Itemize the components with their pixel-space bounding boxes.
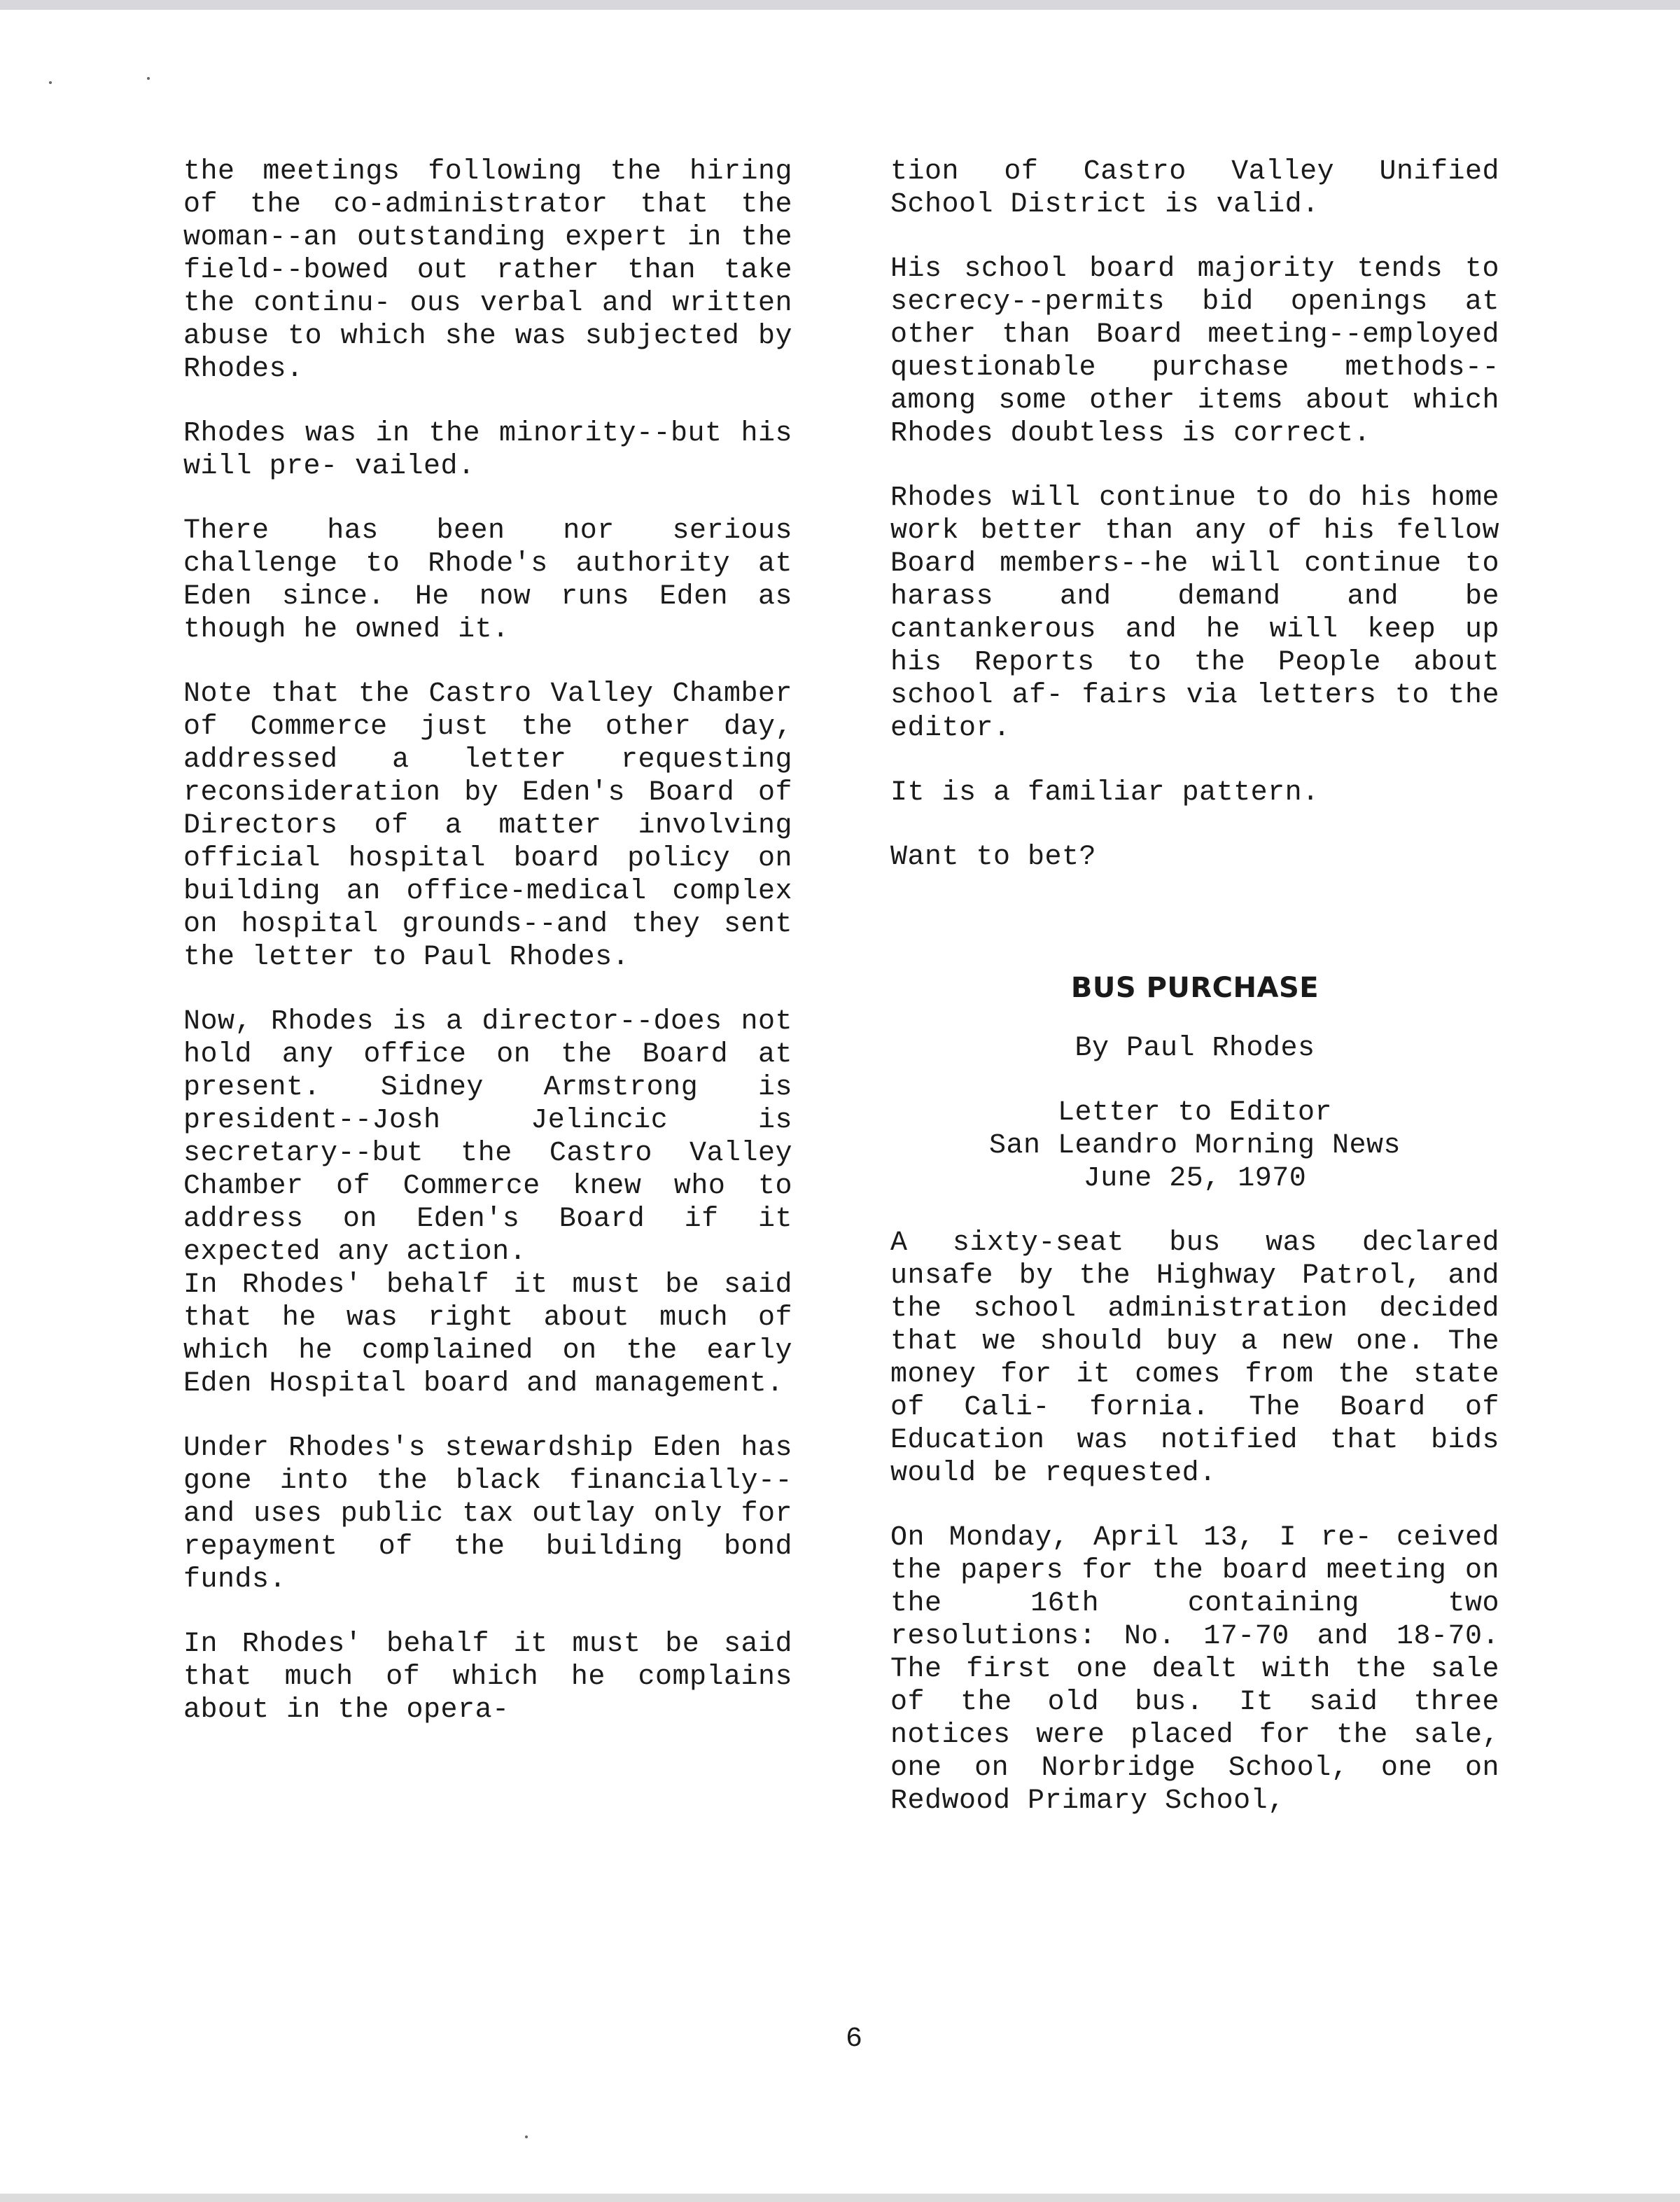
scan-edge-bottom bbox=[0, 2194, 1680, 2202]
right-paragraph: Rhodes will continue to do his home work better than any of his fellow Board members--he will continue to harass and demand and be cantankerous and he will keep up his Reports to the People about school af- fairs via letters to the editor. bbox=[890, 482, 1499, 744]
page-number: 6 bbox=[845, 2023, 862, 2055]
article-source-line2: San Leandro Morning News bbox=[988, 1130, 1401, 1162]
left-column bbox=[183, 155, 792, 1758]
article-source-line1: Letter to Editor bbox=[1057, 1097, 1333, 1129]
right-paragraph: Want to bet? bbox=[890, 842, 1097, 873]
right-paragraph: It is a familiar pattern. bbox=[890, 777, 1320, 809]
left-paragraph: There has been nor serious challenge to Rhode's authority at Eden since. He now runs Eden as though he owned it. bbox=[183, 515, 792, 646]
scan-speck bbox=[147, 77, 150, 80]
article-date: June 25, 1970 bbox=[1083, 1163, 1307, 1194]
left-paragraph: Now, Rhodes is a director--does not hold any office on the Board at present. Sidney Armstrong is president--Josh Jelincic is secretary--but the Castro Valley Chamber of Commerce knew who to address on Eden's Board if it expected any action. bbox=[183, 1006, 792, 1268]
article-paragraph: A sixty-seat bus was declared unsafe by the Highway Patrol, and the school administration decided that we should buy a new one. The money for it comes from the state of Cali- fornia. The Board of Education was notified that bids would be requested. bbox=[890, 1227, 1499, 1489]
article-title: BUS PURCHASE bbox=[1070, 972, 1320, 1004]
article-source bbox=[890, 1096, 1499, 1195]
left-paragraph: In Rhodes' behalf it must be said that he was right about much of which he complained on the early Eden Hospital board and management. bbox=[183, 1269, 792, 1400]
article-paragraph: On Monday, April 13, I re- ceived the papers for the board meeting on the 16th containing two resolutions: No. 17-70 and 18-70. The first one dealt with the sale of the old bus. It said three notices were placed for the sale, one on Norbridge School, one on Redwood Primary School, bbox=[890, 1522, 1499, 1817]
left-paragraph: Note that the Castro Valley Chamber of Commerce just the other day, addressed a letter requesting reconsideration by Eden's Board of Directors of a matter involving official hospital board policy on building an office-medical complex on hospital grounds--and they sent the letter to Paul Rhodes. bbox=[183, 678, 792, 973]
left-paragraph: In Rhodes' behalf it must be said that much of which he complains about in the opera- bbox=[183, 1629, 792, 1726]
left-paragraph: the meetings following the hiring of the co-administrator that the woman--an outstanding expert in the field--bowed out rather than take the continu- ous verbal and written abuse to which she was subjected by Rhodes. bbox=[183, 156, 792, 385]
right-paragraph: tion of Castro Valley Unified School District is valid. bbox=[890, 156, 1499, 221]
left-paragraph: Under Rhodes's stewardship Eden has gone into the black financially--and uses public tax outlay only for repayment of the building bond funds. bbox=[183, 1433, 792, 1596]
scan-edge-top bbox=[0, 0, 1680, 10]
right-column bbox=[890, 155, 1499, 1849]
right-paragraph: His school board majority tends to secrecy--permits bid openings at other than Board meeting--employed questionable purchase methods--among some other items about which Rhodes doubtless is correct. bbox=[890, 253, 1499, 450]
left-paragraph: Rhodes was in the minority--but his will pre- vailed. bbox=[183, 418, 792, 482]
scan-speck bbox=[525, 2135, 528, 2138]
scan-speck bbox=[49, 81, 52, 84]
article-byline: By Paul Rhodes bbox=[1074, 1033, 1315, 1064]
